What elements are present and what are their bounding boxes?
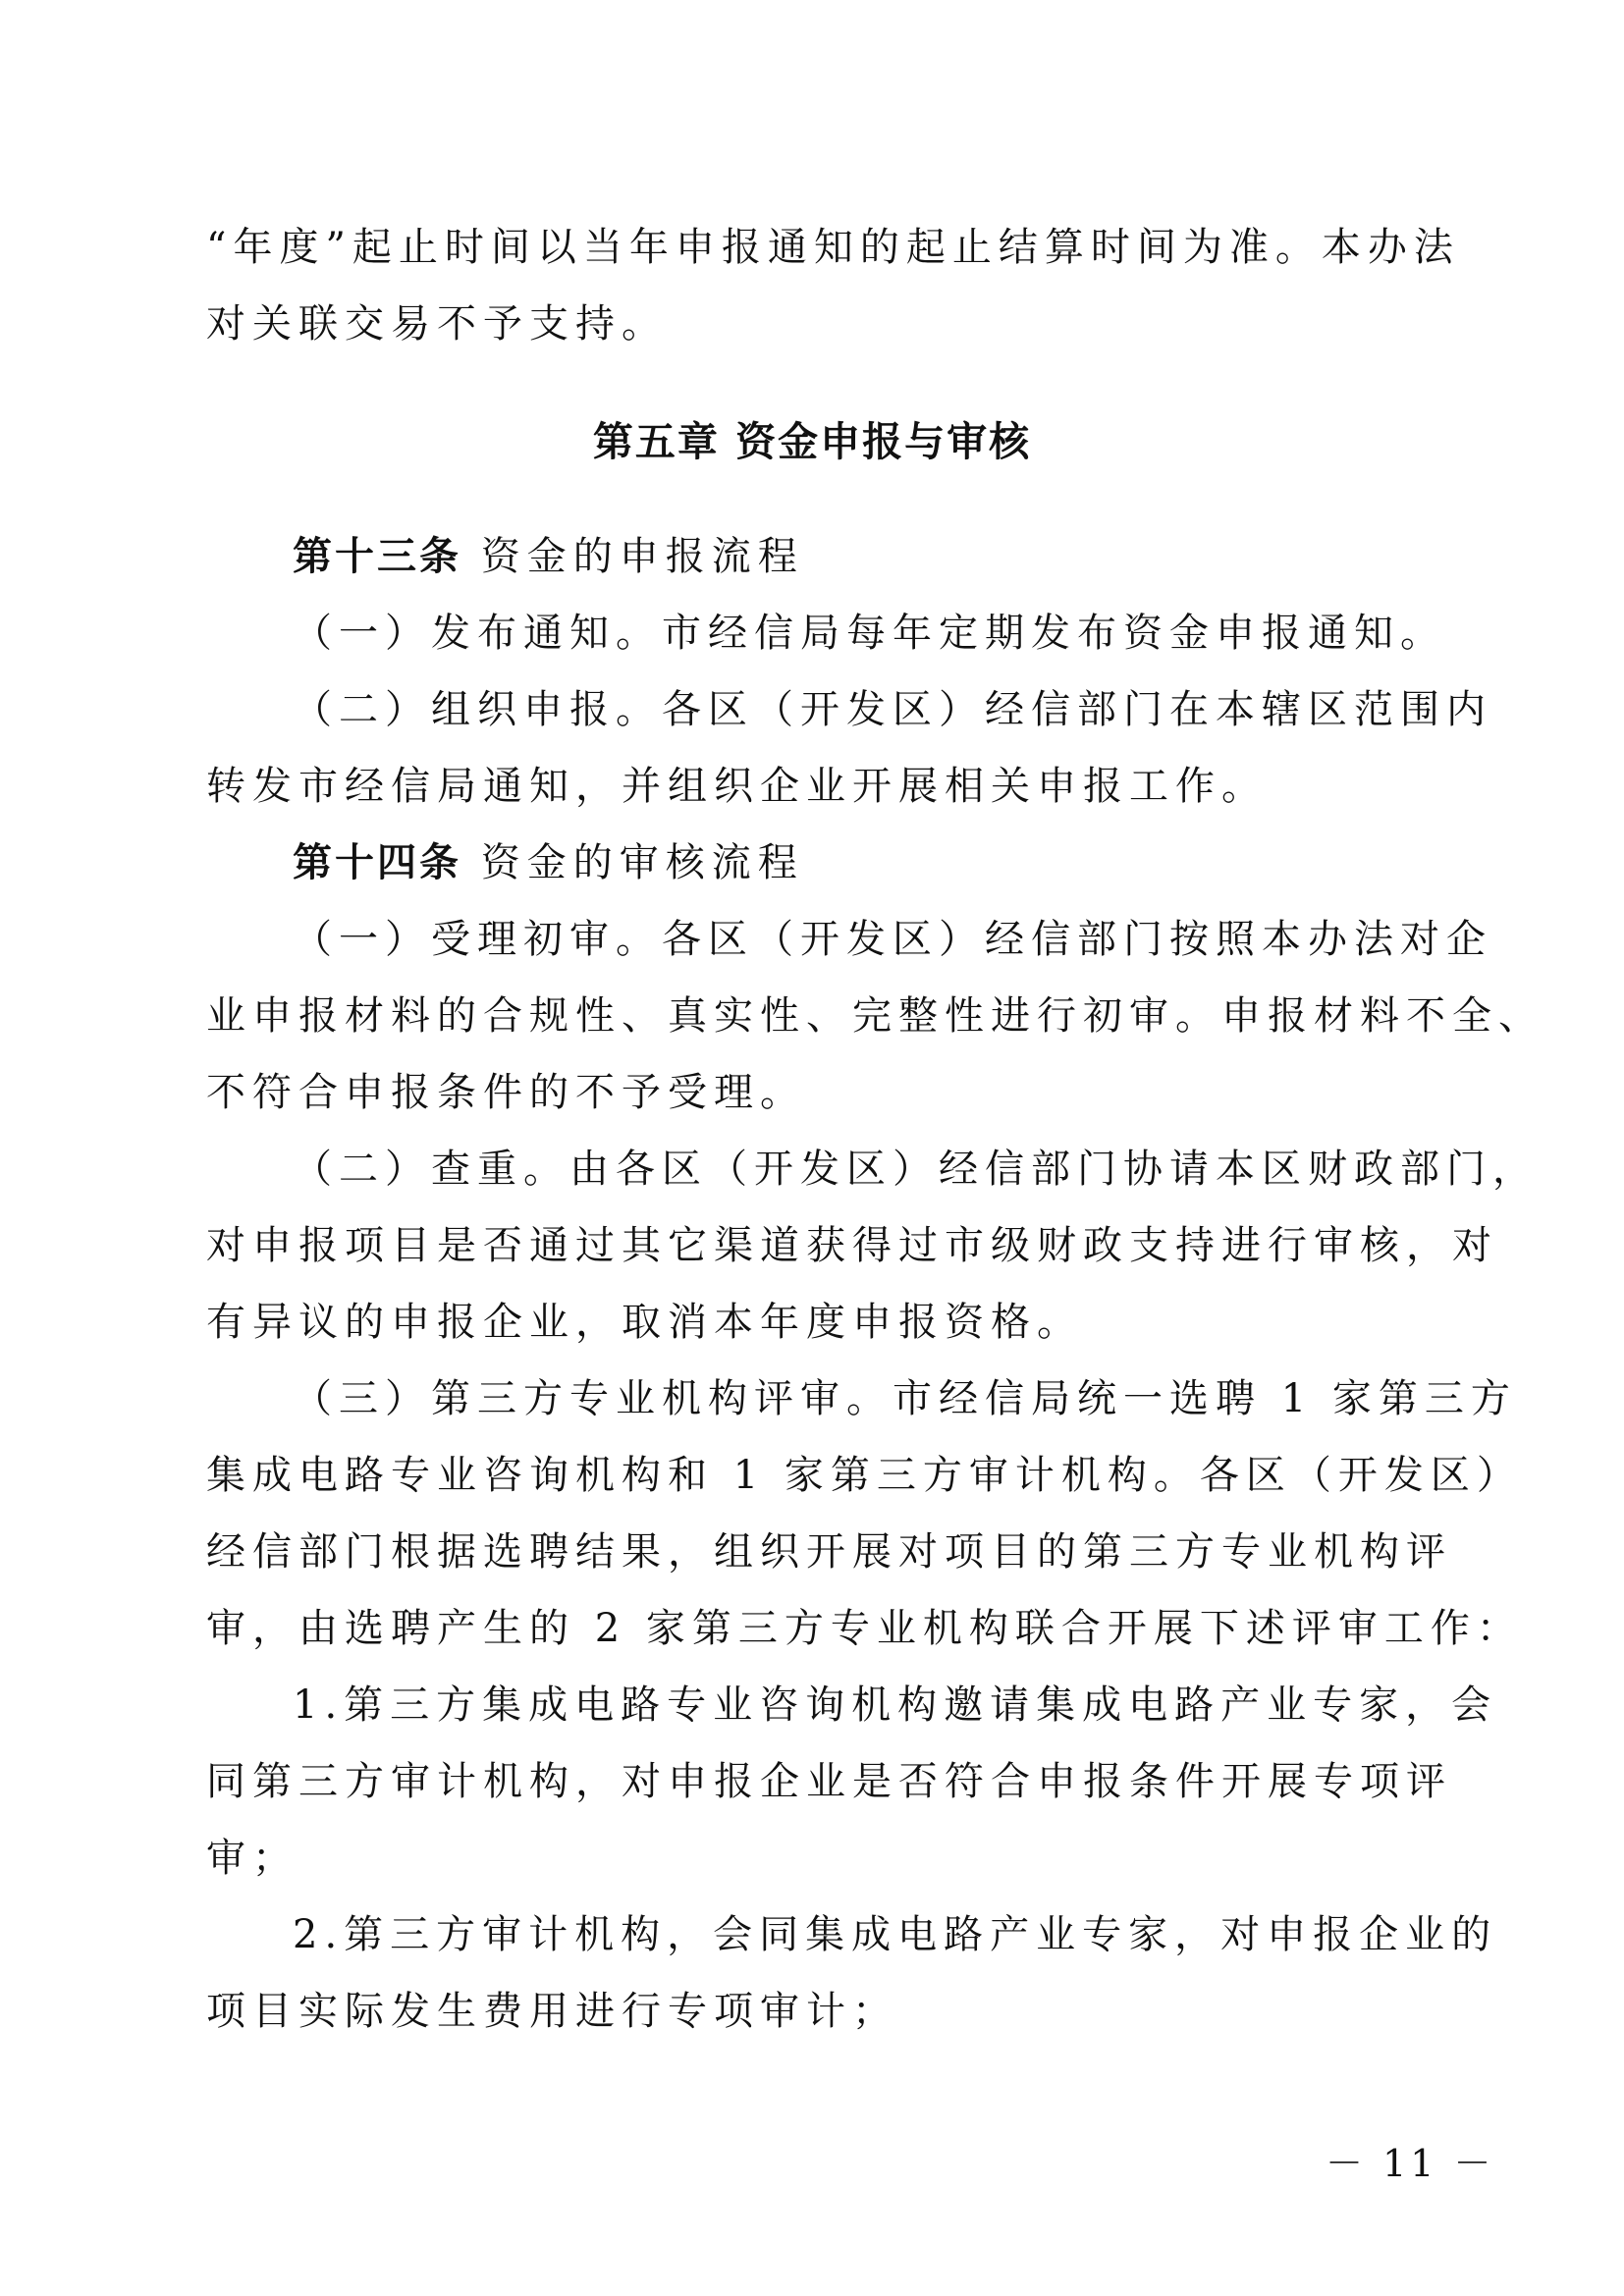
article-13-heading [293,533,804,580]
article-14-number: 第十四条 [293,840,461,885]
paragraph-line: （二）组织申报。各区（开发区）经信部门在本辖区范围内 [293,687,1492,732]
paragraph-line: 1.第三方集成电路专业咨询机构邀请集成电路产业专家，会 [293,1682,1498,1728]
paragraph-line: （一）受理初审。各区（开发区）经信部门按照本办法对企 [293,917,1492,962]
paragraph-line: 项目实际发生费用进行专项审计； [206,1989,898,2034]
article-14-heading [293,839,804,886]
page-number: － 11 － [1326,2142,1495,2185]
article-13-title: 资金的申报流程 [461,534,804,579]
paragraph-line: 同第三方审计机构，对申报企业是否符合申报条件开展专项评 [206,1759,1452,1804]
paragraph-line: 2.第三方审计机构，会同集成电路产业专家，对申报企业的 [293,1912,1498,1957]
paragraph-line: 审； [206,1836,298,1881]
paragraph-line: 转发市经信局通知，并组织企业开展相关申报工作。 [206,764,1268,809]
paragraph-line: 不符合申报条件的不予受理。 [206,1070,806,1115]
paragraph-line: 经信部门根据选聘结果，组织开展对项目的第三方专业机构评 [206,1529,1452,1575]
chapter-title: 第五章 资金申报与审核 [592,418,1032,465]
paragraph-line: 业申报材料的合规性、真实性、完整性进行初审。申报材料不全、 [206,993,1544,1039]
paragraph-line: 对申报项目是否通过其它渠道获得过市级财政支持进行审核，对 [206,1223,1498,1268]
paragraph-line: （三）第三方专业机构评审。市经信局统一选聘 1 家第三方 [293,1376,1517,1421]
paragraph-line: 审，由选聘产生的 2 家第三方专业机构联合开展下述评审工作： [206,1606,1523,1651]
paragraph-line: 有异议的申报企业，取消本年度申报资格。 [206,1300,1083,1345]
paragraph-line: 对关联交易不予支持。 [206,301,668,347]
paragraph-line: “年度”起止时间以当年申报通知的起止结算时间为准。本办法 [206,225,1460,270]
paragraph-line: （二）查重。由各区（开发区）经信部门协请本区财政部门， [293,1147,1539,1192]
article-13-number: 第十三条 [293,534,461,579]
paragraph-line: 集成电路专业咨询机构和 1 家第三方审计机构。各区（开发区） [206,1453,1523,1498]
article-14-title: 资金的审核流程 [461,840,804,885]
paragraph-line: （一）发布通知。市经信局每年定期发布资金申报通知。 [293,611,1446,656]
